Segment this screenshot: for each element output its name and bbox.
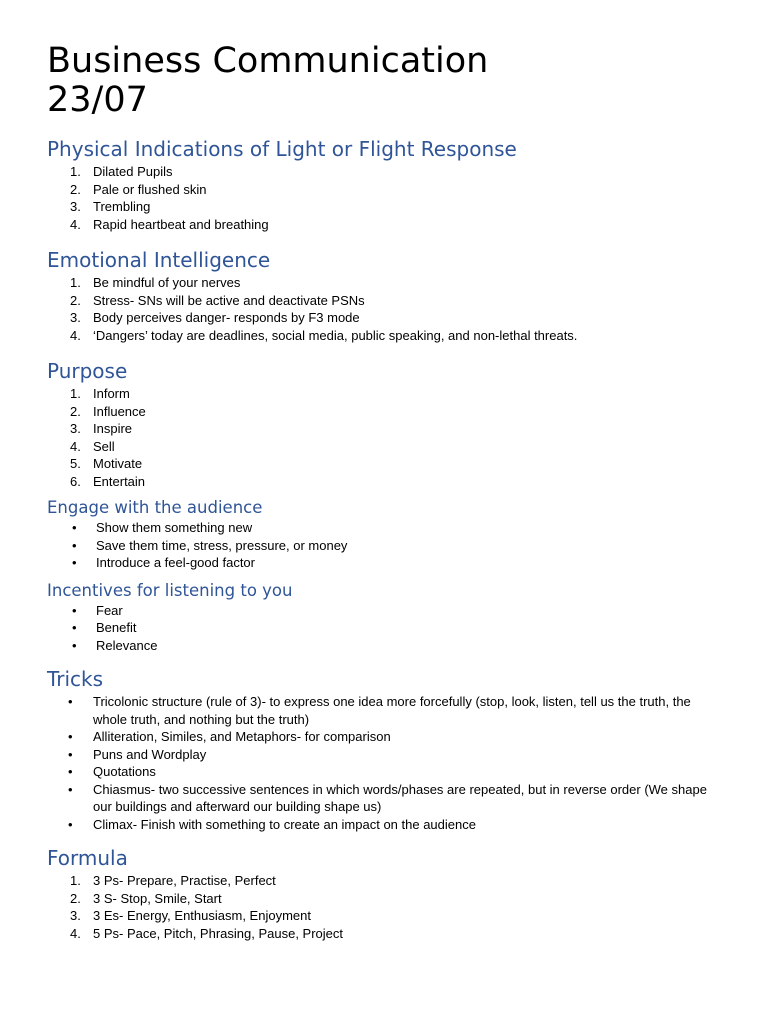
bullet-icon: • (68, 764, 73, 779)
list-number: 3. (70, 908, 81, 923)
section-heading-emotional: Emotional Intelligence (47, 248, 271, 272)
title-line-2: 23/07 (47, 80, 148, 120)
bullet-icon: • (68, 746, 73, 762)
list-number: 2. (70, 181, 81, 197)
list-item: 4. Rapid heartbeat and breathing (70, 216, 269, 232)
list-number: 2. (70, 890, 81, 906)
list-item: • Show them something new (72, 520, 253, 535)
list-item: 2. 3 S- Stop, Smile, Start (70, 890, 222, 906)
list-item: • Save them time, stress, pressure, or money (72, 537, 348, 553)
list-number: 4. (70, 438, 81, 454)
list-item: • Climax- Finish with something to create an impact on the audience (68, 816, 476, 832)
list-item: • Relevance (72, 637, 158, 653)
physical-list (47, 163, 728, 233)
formula-list (47, 872, 728, 942)
tricks-list (47, 693, 728, 833)
engage-list (47, 519, 728, 572)
list-number: 2. (70, 403, 81, 419)
list-item: 3. Body perceives danger- responds by F3 mode (70, 310, 360, 325)
list-number: 4. (70, 327, 81, 343)
list-number: 1. (70, 386, 81, 401)
list-number: 3. (70, 310, 81, 325)
list-item: 1. Be mindful of your nerves (70, 275, 241, 290)
list-item: • Tricolonic structure (rule of 3)- to express one idea more forcefully (stop, look, listen, tell us the truth, the whole truth, and nothing but the truth) (68, 694, 691, 727)
title-line-1: Business Communication (47, 41, 489, 81)
section-heading-engage: Engage with the audience (47, 498, 263, 517)
section-heading-incentives: Incentives for listening to you (47, 580, 293, 600)
purpose-list (47, 385, 728, 490)
list-item: • Puns and Wordplay (68, 746, 207, 762)
list-number: 3. (70, 199, 81, 214)
list-item: • Quotations (68, 764, 156, 779)
bullet-icon: • (68, 729, 73, 744)
list-item: • Fear (72, 602, 123, 618)
list-item: 4. ‘Dangers’ today are deadlines, social media, public speaking, and non-lethal threats. (70, 327, 578, 343)
list-number: 4. (70, 216, 81, 232)
list-number: 6. (70, 473, 81, 489)
list-item: • Benefit (72, 620, 137, 635)
list-number: 2. (70, 292, 81, 308)
bullet-icon: • (72, 520, 77, 535)
bullet-icon: • (68, 781, 73, 797)
list-number: 1. (70, 275, 81, 290)
section-heading-formula: Formula (47, 846, 128, 870)
bullet-icon: • (68, 694, 73, 709)
list-item: • Chiasmus- two successive sentences in which words/phases are repeated, but in reverse order (We shape our buildings and afterward our building shape us) (68, 781, 707, 814)
list-item: 2. Pale or flushed skin (70, 181, 207, 197)
list-item: 4. Sell (70, 438, 115, 454)
section-heading-physical: Physical Indications of Light or Flight Response (47, 137, 517, 161)
list-item: 1. Inform (70, 386, 130, 401)
section-heading-purpose: Purpose (47, 359, 128, 383)
section-heading-tricks: Tricks (47, 667, 104, 691)
bullet-icon: • (72, 537, 77, 553)
list-item: 5. Motivate (70, 456, 143, 471)
bullet-icon: • (72, 555, 77, 570)
bullet-icon: • (72, 602, 77, 618)
list-item: 4. 5 Ps- Pace, Pitch, Phrasing, Pause, Project (70, 925, 344, 941)
list-number: 5. (70, 456, 81, 471)
list-item: 3. Inspire (70, 421, 133, 436)
list-item: 3. 3 Es- Energy, Enthusiasm, Enjoyment (70, 908, 311, 923)
bullet-icon: • (72, 620, 77, 635)
document-title (47, 42, 728, 120)
emotional-list (47, 274, 728, 344)
list-number: 4. (70, 925, 81, 941)
list-item: 3. Trembling (70, 199, 151, 214)
list-number: 1. (70, 164, 81, 179)
list-item: • Alliteration, Similes, and Metaphors- for comparison (68, 729, 391, 744)
list-item: • Introduce a feel-good factor (72, 555, 255, 570)
list-item: 6. Entertain (70, 473, 146, 489)
list-item: 1. Dilated Pupils (70, 164, 173, 179)
incentives-list (47, 602, 728, 655)
list-number: 3. (70, 421, 81, 436)
list-number: 1. (70, 873, 81, 888)
bullet-icon: • (72, 637, 77, 653)
list-item: 1. 3 Ps- Prepare, Practise, Perfect (70, 873, 276, 888)
list-item: 2. Influence (70, 403, 146, 419)
bullet-icon: • (68, 816, 73, 832)
list-item: 2. Stress- SNs will be active and deactivate PSNs (70, 292, 365, 308)
